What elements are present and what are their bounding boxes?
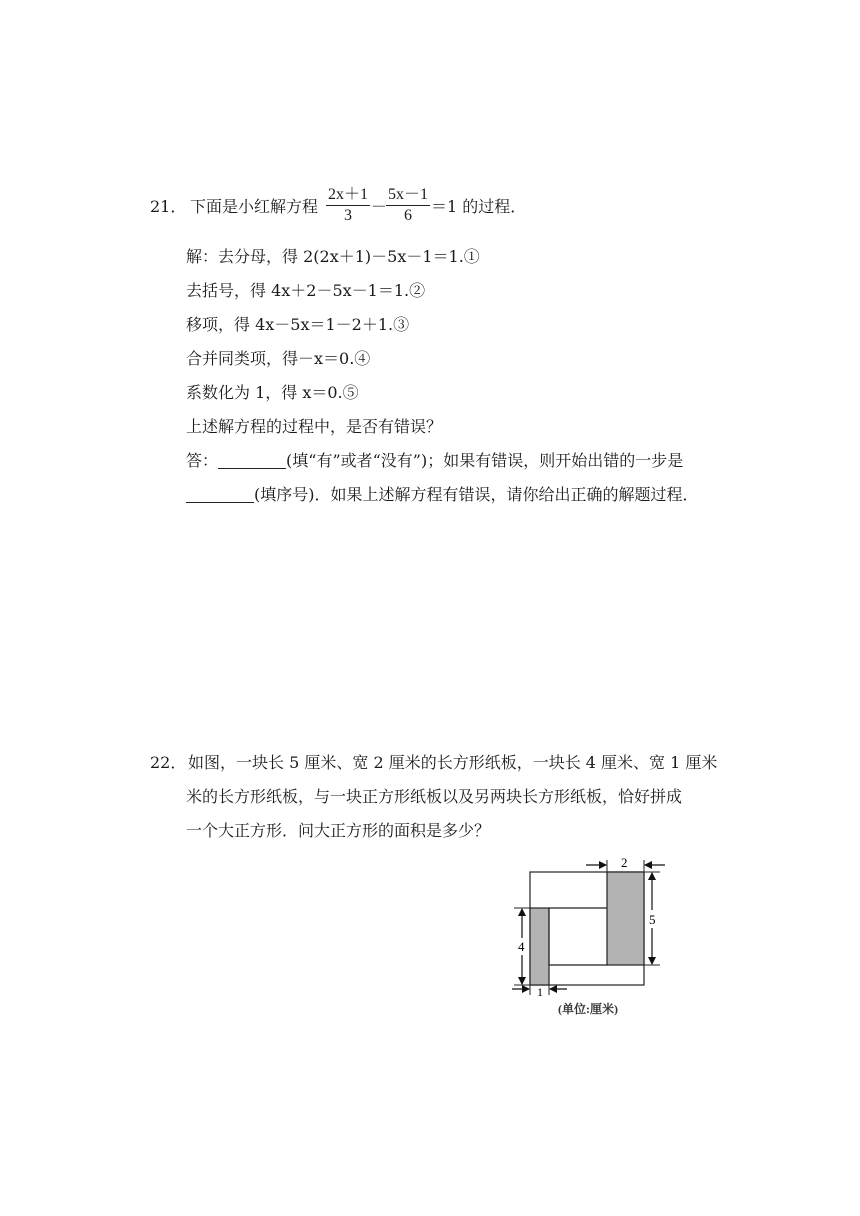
- answer-end: (填序号)．如果上述解方程有错误，请你给出正确的解题过程．: [254, 485, 699, 504]
- q22-line-3: 一个大正方形．问大正方形的面积是多少？: [186, 821, 491, 840]
- fraction-2-bar: [386, 205, 430, 206]
- answer-blank-2[interactable]: [186, 486, 254, 503]
- q21-step-3: 移项，得 4x－5x＝1－2＋1.③: [186, 315, 410, 334]
- label-bottom: 1: [537, 985, 543, 999]
- q21-number: 21．: [150, 197, 187, 216]
- answer-prefix: 答：: [186, 451, 219, 470]
- figure-caption: (单位:厘米): [558, 1002, 618, 1016]
- label-left: 4: [518, 939, 525, 954]
- q21-step-2: 去括号，得 4x＋2－5x－1＝1.②: [186, 281, 426, 300]
- q21-minus: －: [371, 197, 388, 216]
- label-right: 5: [649, 912, 656, 927]
- q21-intro-before: 下面是小红解方程: [190, 197, 319, 216]
- q21-step-5: 系数化为 1，得 x＝0.⑤: [186, 383, 359, 402]
- q21-fraction-1: [326, 186, 370, 225]
- fraction-1-denominator: 3: [344, 207, 352, 224]
- fraction-1-bar: [326, 205, 370, 206]
- q22-number: 22．: [150, 753, 187, 772]
- fraction-1-numerator: 2x＋1: [327, 186, 368, 203]
- answer-blank-1[interactable]: [218, 452, 286, 469]
- q21-question: 上述解方程的过程中，是否有错误？: [186, 417, 443, 436]
- shaded-rect-5x2: [607, 872, 644, 965]
- q22-line-2: 米的长方形纸板，与一块正方形纸板以及另两块长方形纸板，恰好拼成: [186, 787, 683, 806]
- q21-answer-line-1: [186, 451, 683, 471]
- q21-step-1: 解：去分母，得 2(2x＋1)－5x－1＝1.①: [186, 247, 480, 266]
- shaded-rect-4x1: [530, 908, 549, 985]
- q22-line-1: 如图，一块长 5 厘米、宽 2 厘米的长方形纸板，一块长 4 厘米、宽 1 厘米: [188, 753, 718, 772]
- answer-mid: (填“有”或者“没有”)；如果有错误，则开始出错的一步是: [286, 451, 684, 470]
- fraction-2-numerator: 5x－1: [387, 186, 428, 203]
- q21-step-4: 合并同类项，得－x＝0.④: [186, 349, 371, 368]
- q21-answer-line-2: [186, 485, 699, 505]
- label-top: 2: [621, 855, 628, 870]
- q21-fraction-2: [386, 186, 430, 225]
- q22-figure: [490, 850, 690, 1025]
- q21-intro-after: ＝1 的过程．: [431, 197, 527, 216]
- fraction-2-denominator: 6: [404, 207, 412, 224]
